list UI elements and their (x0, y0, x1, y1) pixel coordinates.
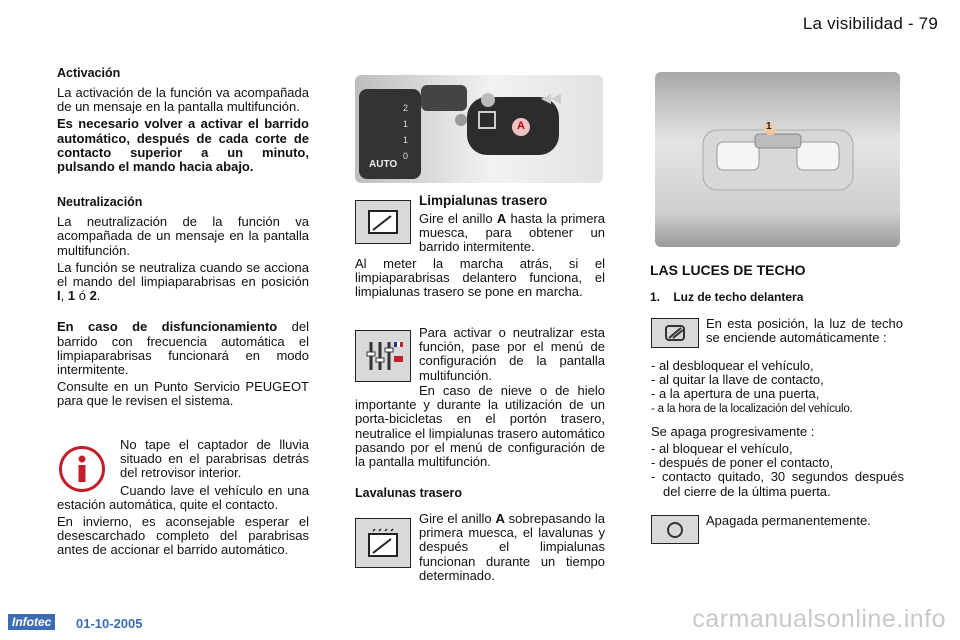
on-item-text: al quitar la llave de contacto, (658, 372, 824, 388)
activation-heading: Activación (57, 66, 121, 80)
rear-wiper-heading: Limpialunas trasero (419, 193, 548, 208)
wiper-stalk-photo (355, 75, 603, 183)
snow-text: En caso de nieve o de hielo importante y durante la utilización de un porta-bicicletas en el portón trasero, neutralice el limpialunas trasero automático pasando por el menú de configuración de la pantalla multifunción. (355, 383, 606, 470)
info-text1: No tape el captador de lluvia situado en el parabrisas detrás del retrovisor interior. (120, 437, 309, 481)
svg-text:0: 0 (403, 151, 409, 161)
service-text: Consulte en un Punto Servicio PEUGEOT para que le revisen el sistema. (57, 379, 309, 409)
light-auto-icon (651, 318, 699, 348)
light-off-icon (651, 515, 699, 544)
washer-ring-a: A (495, 511, 505, 526)
rear-washer-text (419, 512, 605, 583)
rear-text-a: Gire el anillo (419, 211, 497, 226)
ceiling-light-photo (655, 72, 900, 247)
malfunction-bold: En caso de disfuncionamiento (57, 319, 278, 335)
rear-wiper-text (419, 212, 605, 255)
neutral-text2: La función se neutraliza cuando se acciona el mando del limpiaparabrisas en posición I, 1 ó 2. (57, 259, 309, 304)
position-I: I (57, 288, 61, 304)
on-list-item: - al desbloquear el vehículo, (651, 358, 814, 373)
info-text3: En invierno, es aconsejable esperar el desescarchado completo del parabrisas antes de accionar el barrido automático. (57, 514, 309, 558)
off-list-item: - al bloquear el vehículo, (651, 441, 793, 456)
rear-text-b: hasta la primera muesca, para obtener un barrido intermitente. (419, 211, 605, 255)
svg-text:1: 1 (403, 119, 409, 129)
off-item-text: al bloquear el vehículo, (658, 441, 793, 456)
column-left (57, 66, 309, 412)
rear-reverse-text: Al meter la marcha atrás, si el limpiaparabrisas delantero funciona, el limpialunas trasero se pone en marcha. (355, 256, 605, 300)
auto-light-text: En esta posición, la luz de techo se enciende automáticamente : (706, 316, 903, 346)
page-header: La visibilidad - 79 (802, 14, 938, 33)
neutral-heading: Neutralización (57, 195, 143, 210)
activation-text: La activación de la función va acompañada de un mensaje en la pantalla multifunción. (57, 85, 309, 115)
front-light-heading: 1. Luz de techo delantera (650, 290, 804, 304)
watermark: carmanualsonline.info (692, 605, 946, 633)
ceiling-lights-heading: LAS LUCES DE TECHO (650, 262, 806, 278)
svg-text:2: 2 (403, 103, 409, 113)
rear-wiper-icon (355, 200, 411, 244)
off-item-text: contacto quitado, 30 segundos después del cierre de la última puerta. (661, 469, 904, 499)
off-list-item: - después de poner el contacto, (651, 455, 834, 471)
stalk-marker-a: A (517, 120, 525, 132)
info-block (57, 438, 309, 561)
info-text2: Cuando lave el vehículo en una estación automática, quite el contacto. (57, 482, 309, 512)
rear-washer-icon (355, 518, 411, 568)
off-item-text: después de poner el contacto, (658, 455, 834, 471)
stalk-auto-label: AUTO (369, 159, 398, 170)
activation-warning: Es necesario volver a activar el barrido automático, después de cada corte de contacto superior a un minuto, pulsando el mando hacia abajo. (57, 116, 309, 175)
on-item-text: al desbloquear el vehículo, (658, 358, 814, 373)
off-intro: Se apaga progresivamente : (651, 424, 815, 439)
position-1: 1 (67, 288, 76, 304)
on-list-item: - a la hora de la localización del vehículo. (651, 402, 853, 415)
neutral-text1: La neutralización de la función va acompañada de un mensaje en la pantalla multifunción. (57, 214, 309, 258)
on-list-item: - a la apertura de una puerta, (651, 386, 820, 402)
rear-washer-heading: Lavalunas trasero (355, 486, 462, 500)
footer-badge: Infotec (8, 614, 55, 630)
off-perm-text: Apagada permanentemente. (706, 513, 871, 528)
position-2: 2 (89, 288, 97, 304)
washer-text-b: sobrepasando la primera muesca, el lavalunas y después el limpialunas funcionan durante un tiempo determinado. (419, 511, 605, 583)
malfunction-text (57, 320, 309, 377)
position-or: ó (75, 288, 90, 304)
on-item-text: a la hora de la localización del vehículo. (657, 402, 853, 415)
photo-marker-1: 1 (766, 121, 772, 132)
on-item-text: a la apertura de una puerta, (658, 386, 820, 402)
neutral-text2-part: La función se neutraliza cuando se acciona el mando del limpiaparabrisas en posición (57, 259, 309, 290)
info-icon (59, 446, 105, 492)
neutral-text2-end: . (96, 288, 101, 304)
washer-text-a: Gire el anillo (419, 511, 496, 526)
svg-text:1: 1 (403, 135, 409, 145)
malfunction-rest: del barrido con frecuencia automática el limpiaparabrisas funcionará en modo intermitente. (57, 319, 309, 378)
on-list-item: - al quitar la llave de contacto, (651, 372, 824, 388)
footer-date: 01-10-2005 (76, 616, 143, 631)
rear-ring-a: A (496, 211, 507, 226)
config-menu-icon (355, 330, 411, 382)
on-list (651, 359, 906, 416)
off-list (651, 442, 904, 499)
config-text: Para activar o neutralizar esta función, pase por el menú de configuración de la pantalla multifunción. (419, 325, 605, 383)
off-list-item: - contacto quitado, 30 segundos después del cierre de la última puerta. (651, 469, 904, 499)
